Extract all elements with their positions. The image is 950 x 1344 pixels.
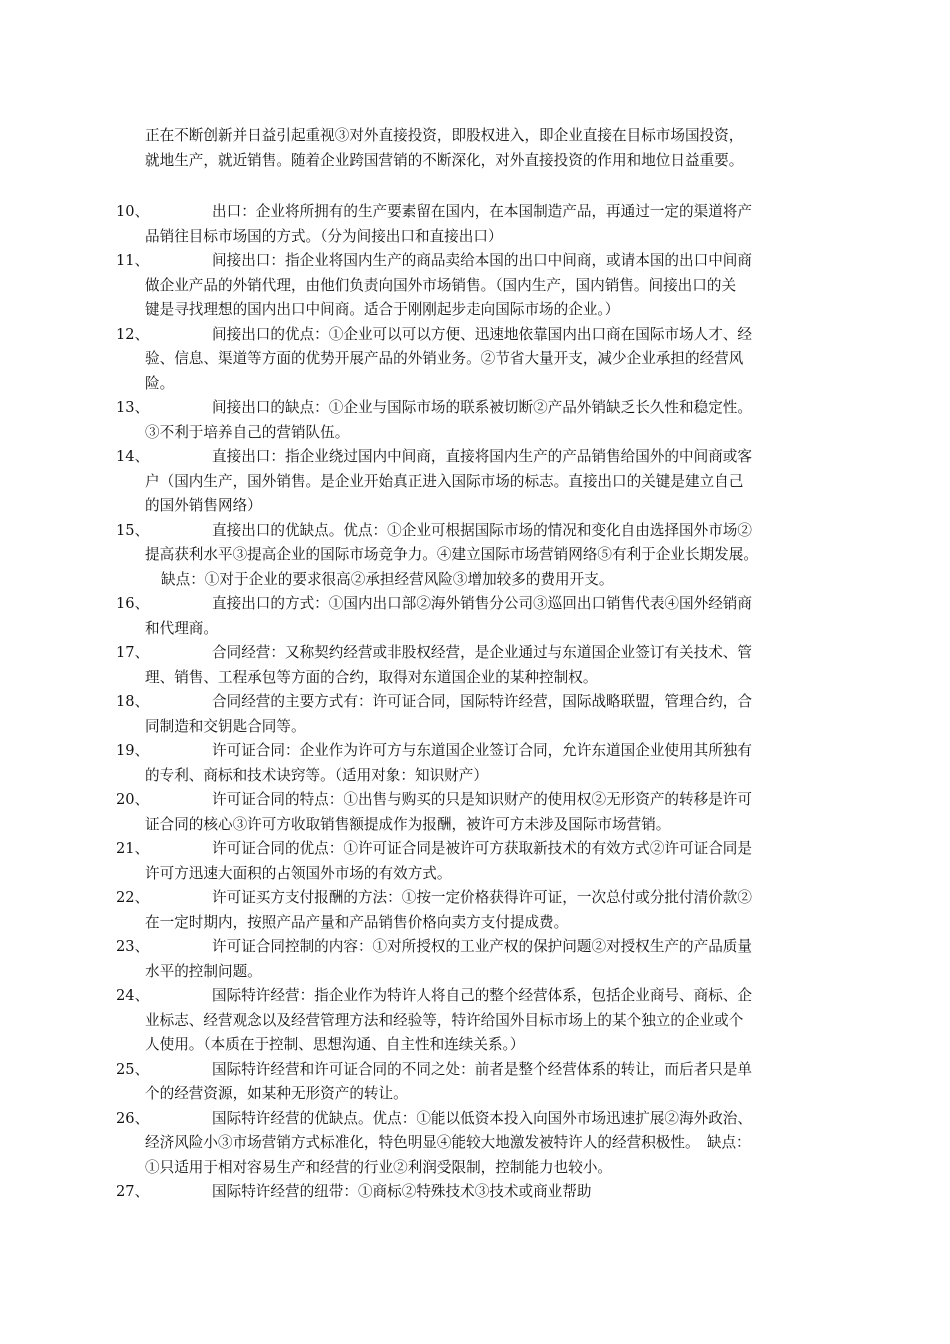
list-item (0, 445, 950, 519)
intro-line: 正在不断创新并日益引起重视③对外直接投资，即股权进入，即企业直接在目标市场国投资， (145, 127, 744, 144)
item-text (145, 1180, 845, 1205)
item-line: 国际特许经营：指企业作为特许人将自己的整个经营体系，包括企业商号、商标、企 (212, 987, 752, 1004)
item-line: 品销往目标市场国的方式。（分为间接出口和直接出口） (145, 227, 503, 245)
item-number: 17、 (116, 644, 150, 661)
item-line: 国际特许经营的优缺点。优点：①能以低资本投入向国外市场迅速扩展②海外政治、 (212, 1109, 752, 1127)
item-line: 证合同的核心③许可方收取销售额提成作为报酬，被许可方未涉及国际市场营销。 (145, 815, 671, 833)
item-line: 提高获利水平③提高企业的国际市场竞争力。④建立国际市场营销网络⑤有利于企业长期发展。 (145, 546, 758, 563)
item-line: 合同经营：又称契约经营或非股权经营，是企业通过与东道国企业签订有关技术、管 (212, 644, 752, 661)
item-line: 缺点：①对于企业的要求很高②承担经营风险③增加较多的费用开支。 (161, 570, 614, 588)
list-item (0, 396, 950, 445)
list-item (0, 984, 950, 1058)
item-number: 14、 (116, 448, 150, 465)
item-number: 15、 (116, 521, 150, 539)
item-line: 间接出口的优点：①企业可以可以方便、迅速地依靠国内出口商在国际市场人才、经 (212, 325, 752, 343)
item-line: 个的经营资源，如某种无形资产的转让。 (145, 1085, 408, 1102)
item-text (145, 788, 845, 837)
item-number: 12、 (116, 325, 150, 343)
item-line: 验、信息、渠道等方面的优势开展产品的外销业务。②节省大量开支，减少企业承担的经营风 (145, 350, 744, 367)
list-item (0, 788, 950, 837)
list-item (0, 323, 950, 397)
list-item (0, 837, 950, 886)
item-line: 的专利、商标和技术诀窍等。（适用对象：知识财产） (145, 766, 488, 784)
list-item (0, 1107, 950, 1181)
item-text (145, 984, 845, 1058)
list-item (0, 935, 950, 984)
item-line: 直接出口的方式：①国内出口部②海外销售分公司③巡回出口销售代表④国外经销商 (212, 595, 752, 612)
item-line: 险。 (145, 374, 175, 392)
list-item (0, 690, 950, 739)
item-text (145, 249, 845, 323)
item-line: 经济风险小③市场营销方式标准化，特色明显④能较大地激发被特许人的经营积极性。 缺点： (145, 1134, 751, 1151)
list-item (0, 1058, 950, 1107)
item-line: 间接出口的缺点：①企业与国际市场的联系被切断②产品外销缺乏长久性和稳定性。 (212, 399, 752, 416)
item-number: 20、 (116, 791, 150, 808)
item-line: 业标志、经营观念以及经营管理方法和经验等，特许给国外目标市场上的某个独立的企业或个 (145, 1011, 744, 1029)
item-line: 许可证买方支付报酬的方法：①按一定价格获得许可证，一次总付或分批付清价款② (212, 889, 752, 906)
item-line: ③不利于培养自己的营销队伍。 (145, 423, 350, 441)
item-line: 的国外销售网络） (145, 497, 262, 514)
item-number: 22、 (116, 889, 150, 906)
item-line: 理、销售、工程承包等方面的合约，取得对东道国企业的某种控制权。 (145, 668, 598, 686)
item-line: 许可方迅速大面积的占领国外市场的有效方式。 (145, 864, 452, 882)
item-line: 许可证合同控制的内容：①对所授权的工业产权的保护问题②对授权生产的产品质量 (212, 938, 752, 955)
item-text (145, 641, 845, 690)
item-line: 做企业产品的外销代理，由他们负责向国外市场销售。（国内生产，国内销售。间接出口的关 (145, 276, 737, 294)
item-number: 24、 (116, 987, 150, 1004)
item-text (145, 200, 845, 249)
item-line: 合同经营的主要方式有：许可证合同，国际特许经营，国际战略联盟，管理合约，合 (212, 693, 752, 710)
item-number: 11、 (116, 252, 150, 269)
item-line: 户（国内生产，国外销售。是企业开始真正进入国际市场的标志。直接出口的关键是建立自己 (145, 472, 744, 490)
item-text (145, 445, 845, 519)
list-item (0, 1180, 950, 1205)
item-number: 13、 (116, 399, 150, 416)
item-text (145, 519, 845, 593)
item-text (145, 1058, 845, 1107)
list-item (0, 886, 950, 935)
numbered-list (0, 200, 950, 1205)
item-number: 25、 (116, 1060, 150, 1078)
list-item (0, 641, 950, 690)
item-line: 许可证合同的特点：①出售与购买的只是知识财产的使用权②无形资产的转移是许可 (212, 791, 752, 808)
item-line: 国际特许经营和许可证合同的不同之处：前者是整个经营体系的转让，而后者只是单 (212, 1060, 752, 1078)
item-line: 间接出口：指企业将国内生产的商品卖给本国的出口中间商，或请本国的出口中间商 (212, 252, 752, 269)
item-number: 10、 (116, 203, 150, 220)
item-line: 直接出口的优缺点。优点：①企业可根据国际市场的情况和变化自由选择国外市场② (212, 521, 752, 539)
item-text (145, 837, 845, 886)
intro-paragraph (145, 124, 845, 173)
item-line: 键是寻找理想的国内出口中间商。适合于刚刚起步走向国际市场的企业。） (145, 301, 620, 318)
item-line: 人使用。（本质在于控制、思想沟通、自主性和连续关系。） (145, 1036, 525, 1053)
item-line: 和代理商。 (145, 619, 218, 637)
item-line: 在一定时期内，按照产品产量和产品销售价格向卖方支付提成费。 (145, 913, 569, 931)
item-line: 同制造和交钥匙合同等。 (145, 717, 306, 735)
list-item (0, 200, 950, 249)
item-line: 许可证合同：企业作为许可方与东道国企业签订合同，允许东道国企业使用其所独有 (212, 742, 752, 759)
item-text (145, 323, 845, 397)
item-number: 18、 (116, 693, 150, 710)
item-text (145, 886, 845, 935)
list-item (0, 249, 950, 323)
item-line: 许可证合同的优点：①许可证合同是被许可方获取新技术的有效方式②许可证合同是 (212, 840, 752, 857)
item-line: ①只适用于相对容易生产和经营的行业②利润受限制，控制能力也较小。 (145, 1158, 613, 1176)
item-number: 23、 (116, 938, 150, 955)
item-number: 26、 (116, 1109, 150, 1127)
item-text (145, 592, 845, 641)
item-line: 国际特许经营的纽带：①商标②特殊技术③技术或商业帮助 (212, 1183, 592, 1200)
item-number: 27、 (116, 1183, 150, 1200)
item-number: 21、 (116, 840, 150, 857)
item-number: 19、 (116, 742, 150, 759)
item-text (145, 739, 845, 788)
item-number: 16、 (116, 595, 150, 612)
intro-line: 就地生产，就近销售。随着企业跨国营销的不断深化，对外直接投资的作用和地位日益重要。 (145, 151, 744, 169)
item-line: 出口：企业将所拥有的生产要素留在国内，在本国制造产品，再通过一定的渠道将产 (212, 203, 752, 220)
item-line: 水平的控制问题。 (145, 962, 262, 980)
item-text (145, 396, 845, 445)
item-line: 直接出口：指企业绕过国内中间商，直接将国内生产的产品销售给国外的中间商或客 (212, 448, 752, 465)
item-text (145, 1107, 845, 1181)
item-text (145, 935, 845, 984)
list-item (0, 592, 950, 641)
list-item (0, 739, 950, 788)
list-item (0, 519, 950, 593)
item-text (145, 690, 845, 739)
